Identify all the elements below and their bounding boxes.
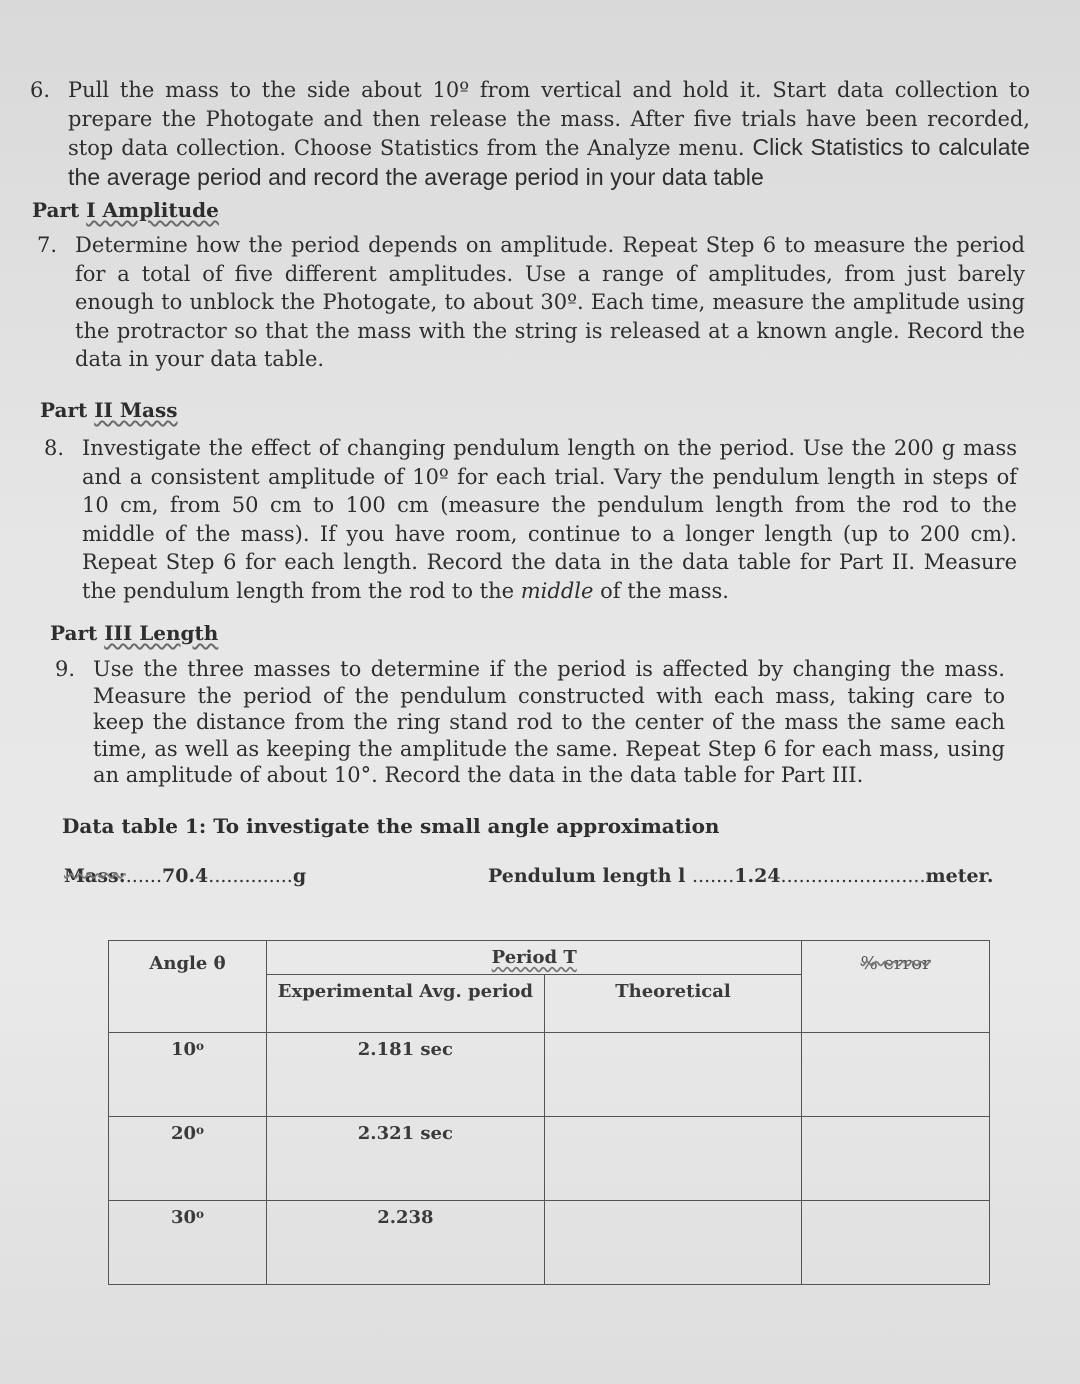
step-6 <box>30 76 1031 192</box>
step-7-text: Determine how the period depends on amplitude. Repeat Step 6 to measure the period for a total of five different amplitudes. Use a range of amplitudes, from just barely enough to unblock the Photogate, to about 30º. Each time, measure the amplitude using the protractor so that the mass with the string is released at a known angle. Record the data in your data table. <box>75 233 1025 371</box>
length-label: Pendulum length l <box>488 865 686 887</box>
theoretical-cell[interactable] <box>544 1117 802 1201</box>
error-cell[interactable] <box>802 1201 990 1285</box>
header-error: % error <box>802 941 990 1033</box>
step-8-text: Investigate the effect of changing pendulum length on the period. Use the 200 g mass and a consistent amplitude of 10º for each trial. Vary the pendulum length in steps of 10 cm, from 50 cm to 100 cm (measure the pendulum length from the rod to the middle of the mass). If you have room, continue to a longer length (up to 200 cm). Repeat Step 6 for each length. Record the data in the data table for Part II. Measure the pendulum length from the rod to the <box>82 436 1017 603</box>
table-row <box>109 1117 990 1201</box>
step-8-text-end: of the mass. <box>593 578 729 603</box>
header-period: Period T <box>267 941 802 975</box>
table-row <box>109 1033 990 1117</box>
subheader-theoretical: Theoretical <box>544 975 802 1033</box>
part-1-heading: Part I Amplitude <box>32 198 219 222</box>
step-7-number: 7. <box>37 233 58 257</box>
part-2-title: II Mass <box>94 398 178 422</box>
subheader-experimental: Experimental Avg. period <box>267 975 545 1033</box>
step-8-italic: middle <box>520 578 594 603</box>
step-7 <box>37 231 1025 374</box>
angle-cell: 10$^o$ <box>109 1033 267 1117</box>
data-table-title: Data table 1: To investigate the small angle approximation <box>62 814 720 838</box>
part-2-heading: Part II Mass <box>40 398 178 422</box>
step-9-text: Use the three masses to determine if the period is affected by changing the mass. Measure the period of the pendulum constructed with each mass, taking care to keep the distance from the ring stand rod to the center of the mass the same each time, as well as keeping the amplitude the same. Repeat Step 6 for each mass, using an amplitude of about 10°. Record the data in the data table for Part III. <box>93 657 1005 787</box>
angle-cell: 20$^o$ <box>109 1117 267 1201</box>
step-6-text-sans: Click Statistics to calculate the average period and record the average period in your data table <box>68 134 1031 190</box>
experimental-cell[interactable]: 2.181 sec <box>267 1033 545 1117</box>
mass-value: 70.4 <box>162 865 209 887</box>
step-8 <box>44 434 1017 605</box>
angle-cell: 30$^o$ <box>109 1201 267 1285</box>
data-table <box>108 940 990 1285</box>
mass-label: Mass: <box>64 865 126 887</box>
pendulum-length-field: Pendulum length l .......1.24........................meter. <box>488 865 994 887</box>
error-cell[interactable] <box>802 1033 990 1117</box>
error-cell[interactable] <box>802 1117 990 1201</box>
experimental-cell[interactable]: 2.321 sec <box>267 1117 545 1201</box>
step-9 <box>55 656 1005 789</box>
mass-unit: g <box>292 865 307 887</box>
theoretical-cell[interactable] <box>544 1033 802 1117</box>
step-6-text: Pull the mass to the side about 10º from vertical and hold it. Start data collection to prepare the Photogate and then release the mass. After five trials have been recorded, stop data collection. Choose Statistics from the Analyze menu. <box>68 78 1030 160</box>
theoretical-cell[interactable] <box>544 1201 802 1285</box>
step-9-number: 9. <box>55 657 76 681</box>
length-value: 1.24 <box>734 865 781 887</box>
part-1-title: I Amplitude <box>86 198 219 222</box>
step-8-number: 8. <box>44 436 65 460</box>
part-3-title: III Length <box>104 621 219 645</box>
experimental-cell[interactable]: 2.238 <box>267 1201 545 1285</box>
header-angle: Angle θ <box>109 941 267 1033</box>
length-unit: meter. <box>925 865 994 887</box>
part-3-heading: Part III Length <box>50 621 219 645</box>
mass-field: Mass:......70.4..............g <box>64 865 307 887</box>
table-row <box>109 1201 990 1285</box>
step-6-number: 6. <box>30 78 51 102</box>
